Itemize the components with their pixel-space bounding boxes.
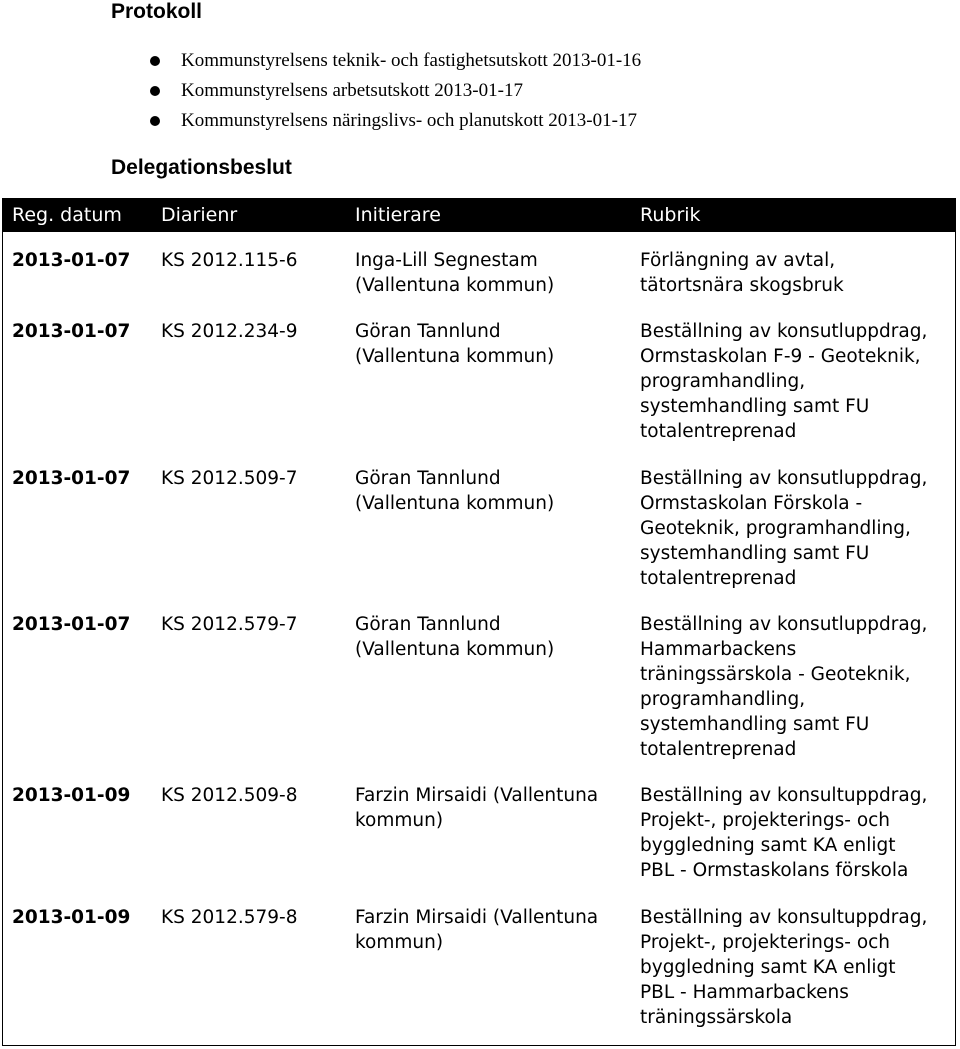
bullet-icon	[150, 56, 160, 66]
list-item	[150, 49, 641, 79]
row-diarienr: KS 2012.579-8	[161, 907, 298, 928]
column-header-initierare: Initierare	[355, 204, 441, 226]
row-rubrik: Beställning av konsultuppdrag, Projekt-, projekterings- och byggledning samt KA enligt PBL - Hammarbackens träningssärskola	[640, 907, 928, 1028]
meeting-list	[150, 49, 641, 139]
column-header-rubrik: Rubrik	[640, 204, 701, 226]
row-diarienr: KS 2012.579-7	[161, 614, 298, 635]
column-header-diarienr: Diarienr	[161, 204, 238, 226]
row-rubrik: Beställning av konsutluppdrag, Ormstaskolan F-9 - Geoteknik, programhandling, systemhandling samt FU totalentreprenad	[640, 321, 928, 442]
row-initierare: Göran Tannlund (Vallentuna kommun)	[355, 321, 555, 367]
column-header-date: Reg. datum	[12, 204, 122, 226]
row-rubrik: Förlängning av avtal, tätortsnära skogsbruk	[640, 250, 844, 296]
row-initierare: Göran Tannlund (Vallentuna kommun)	[355, 614, 555, 660]
row-initierare: Farzin Mirsaidi (Vallentuna kommun)	[355, 907, 599, 953]
bullet-icon	[150, 86, 160, 96]
row-diarienr: KS 2012.509-7	[161, 468, 298, 489]
row-date: 2013-01-09	[12, 785, 131, 806]
row-initierare: Göran Tannlund (Vallentuna kommun)	[355, 468, 555, 514]
row-diarienr: KS 2012.234-9	[161, 321, 298, 342]
row-date: 2013-01-07	[12, 614, 131, 635]
row-rubrik: Beställning av konsutluppdrag, Hammarbackens träningssärskola - Geoteknik, programhandling, systemhandling samt FU totalentreprenad	[640, 614, 928, 760]
row-date: 2013-01-09	[12, 907, 131, 928]
row-date: 2013-01-07	[12, 250, 131, 271]
page-title: Protokoll	[111, 0, 203, 23]
row-initierare: Inga-Lill Segnestam (Vallentuna kommun)	[355, 250, 555, 296]
row-date: 2013-01-07	[12, 321, 131, 342]
list-item-text: Kommunstyrelsens arbetsutskott 2013-01-17	[181, 80, 523, 101]
list-item	[150, 109, 641, 139]
row-rubrik: Beställning av konsutluppdrag, Ormstaskolan Förskola - Geoteknik, programhandling, systemhandling samt FU totalentreprenad	[640, 468, 928, 589]
row-rubrik: Beställning av konsultuppdrag, Projekt-, projekterings- och byggledning samt KA enligt PBL - Ormstaskolans förskola	[640, 785, 928, 881]
row-initierare: Farzin Mirsaidi (Vallentuna kommun)	[355, 785, 599, 831]
row-diarienr: KS 2012.115-6	[161, 250, 298, 271]
row-diarienr: KS 2012.509-8	[161, 785, 298, 806]
table-header	[2, 198, 956, 232]
section-heading: Delegationsbeslut	[111, 156, 292, 179]
list-item-text: Kommunstyrelsens teknik- och fastighetsutskott 2013-01-16	[181, 50, 642, 71]
list-item-text: Kommunstyrelsens näringslivs- och planutskott 2013-01-17	[181, 110, 637, 131]
list-item	[150, 79, 641, 109]
row-date: 2013-01-07	[12, 468, 131, 489]
bullet-icon	[150, 116, 160, 126]
